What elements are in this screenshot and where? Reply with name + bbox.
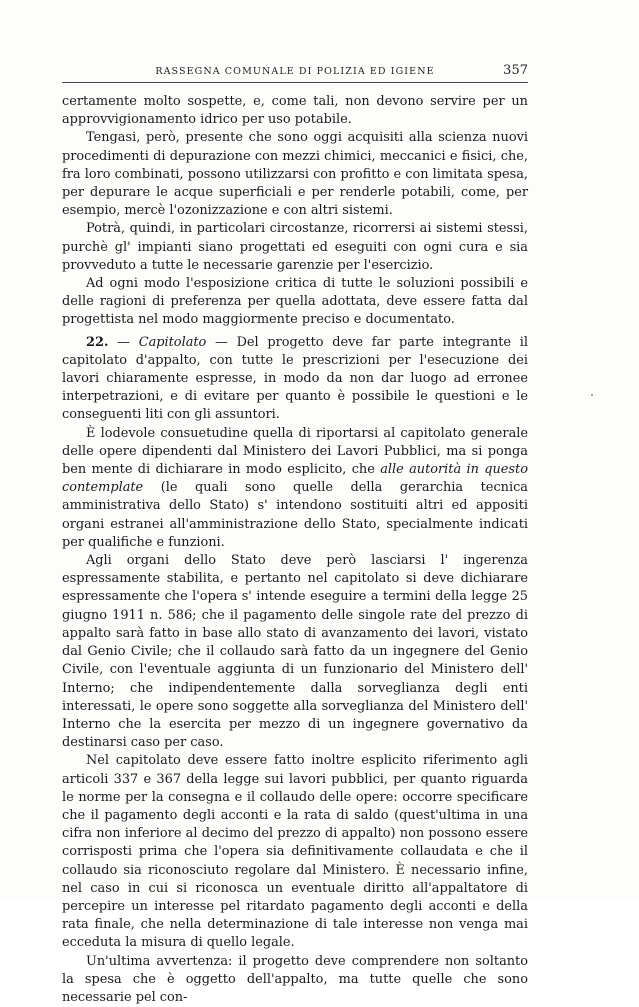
running-title: RASSEGNA COMUNALE DI POLIZIA ED IGIENE [155, 66, 435, 77]
paragraph-6-end: (le quali sono quelle della gerarchia tecnica amministrativa dello Stato) s' intendono sostituiti altri ed appositi organi estranei all'amministrazione dello Stato, specialmente indicati per qualifiche e funzioni. [62, 480, 528, 550]
paragraph-4: Ad ogni modo l'esposizione critica di tutte le soluzioni possibili e delle ragioni di preferenza per quella adottata, deve essere fatta dal progettista nel modo maggiormente preciso e documentato. [62, 276, 528, 328]
header-rule [62, 82, 528, 83]
running-head [62, 64, 528, 82]
paragraph-7: Agli organi dello Stato deve però lasciarsi l' ingerenza espressamente stabilita, e pertanto nel capitolato si deve dichiarare espressamente che l'opera s' intende eseguire a termini della legge 25 giugno 1911 n. 586; che il pagamento delle singole rate del prezzo di appalto sarà fatto in base allo stato di avanzamento dei lavori, vistato dal Genio Civile; che il collaudo sarà fatto da un ingegnere del Genio Civile, con l'eventuale aggiunta di un funzionario del Ministero dell' Interno; che indipendentemente dalla sorveglianza degli enti interessati, le opere sono soggette alla sorveglianza del Ministero dell' Interno che la esercita per mezzo di un ingegnere governativo da destinarsi caso per caso. [62, 553, 528, 751]
paragraph-6 [62, 425, 528, 552]
body-text [62, 93, 528, 1007]
paragraph-2: Tengasi, però, presente che sono oggi acquisiti alla scienza nuovi procedimenti di depurazione con mezzi chimici, meccanici e fisici, che, fra loro combinati, possono utilizzarsi con profitto e con limitata spesa, per depurare le acque superficiali e per renderle potabili, come, per esempio, mercè l'ozonizzazione e con altri sistemi. [62, 130, 528, 219]
section-number: 22. [86, 334, 109, 350]
paragraph-1: certamente molto sospette, e, come tali, non devono servire per un approvvigionamento idrico per uso potabile. [62, 94, 528, 128]
paragraph-9: Un'ultima avvertenza: il progetto deve comprendere non soltanto la spesa che è oggetto dell'appalto, ma tutte quelle che sono necessarie pel con- [62, 953, 528, 1005]
section-dash: — [108, 334, 139, 350]
paragraph-3: Potrà, quindi, in particolari circostanze, ricorrersi ai sistemi stessi, purchè gl' impianti siano progettati ed eseguiti con ogni cura e sia provveduto a tutte le necessarie garenzie per l'esercizio. [62, 221, 528, 273]
paragraph-6-start: È lodevole consuetudine quella di riportarsi al capitolato generale delle opere dipendenti dal Ministero dei Lavori Pubblici, ma si ponga ben mente di dichiarare in modo esplicito, che [62, 425, 528, 478]
page-number: 357 [503, 63, 528, 78]
section-text: — Del progetto deve far parte integrante il capitolato d'appalto, con tutte le prescrizioni per l'esecuzione dei lavori chiaramente espresse, in modo da non dar luogo ad erronee interpetrazioni, e di evitare per quanto è possibile le questioni e le conseguenti liti con gli assuntori. [62, 334, 528, 423]
section-22-paragraph [62, 334, 528, 425]
section-title: Capitolato [138, 334, 207, 350]
paragraph-8: Nel capitolato deve essere fatto inoltre esplicito riferimento agli articoli 337 e 367 della legge sui lavori pubblici, per quanto riguarda le norme per la consegna e il collaudo delle opere: occorre specificare che il pagamento degli acconti e la rata di saldo (quest'ultima in una cifra non inferiore al decimo del prezzo di appalto) non possono essere corrisposti prima che l'opera sia definitivamente collaudata e che il collaudo sia riconosciuto regolare dal Ministero. È necessario infine, nel caso in cui si riconosca un eventuale diritto all'appaltatore di percepire un interesse pel ritardato pagamento degli acconti e della rata finale, che nella determinazione di tale interesse non venga mai ecceduta la misura di quello legale. [62, 753, 528, 951]
paragraph-6-italic: alle autorità in questo contemplate [62, 462, 528, 496]
margin-speck [591, 394, 593, 396]
